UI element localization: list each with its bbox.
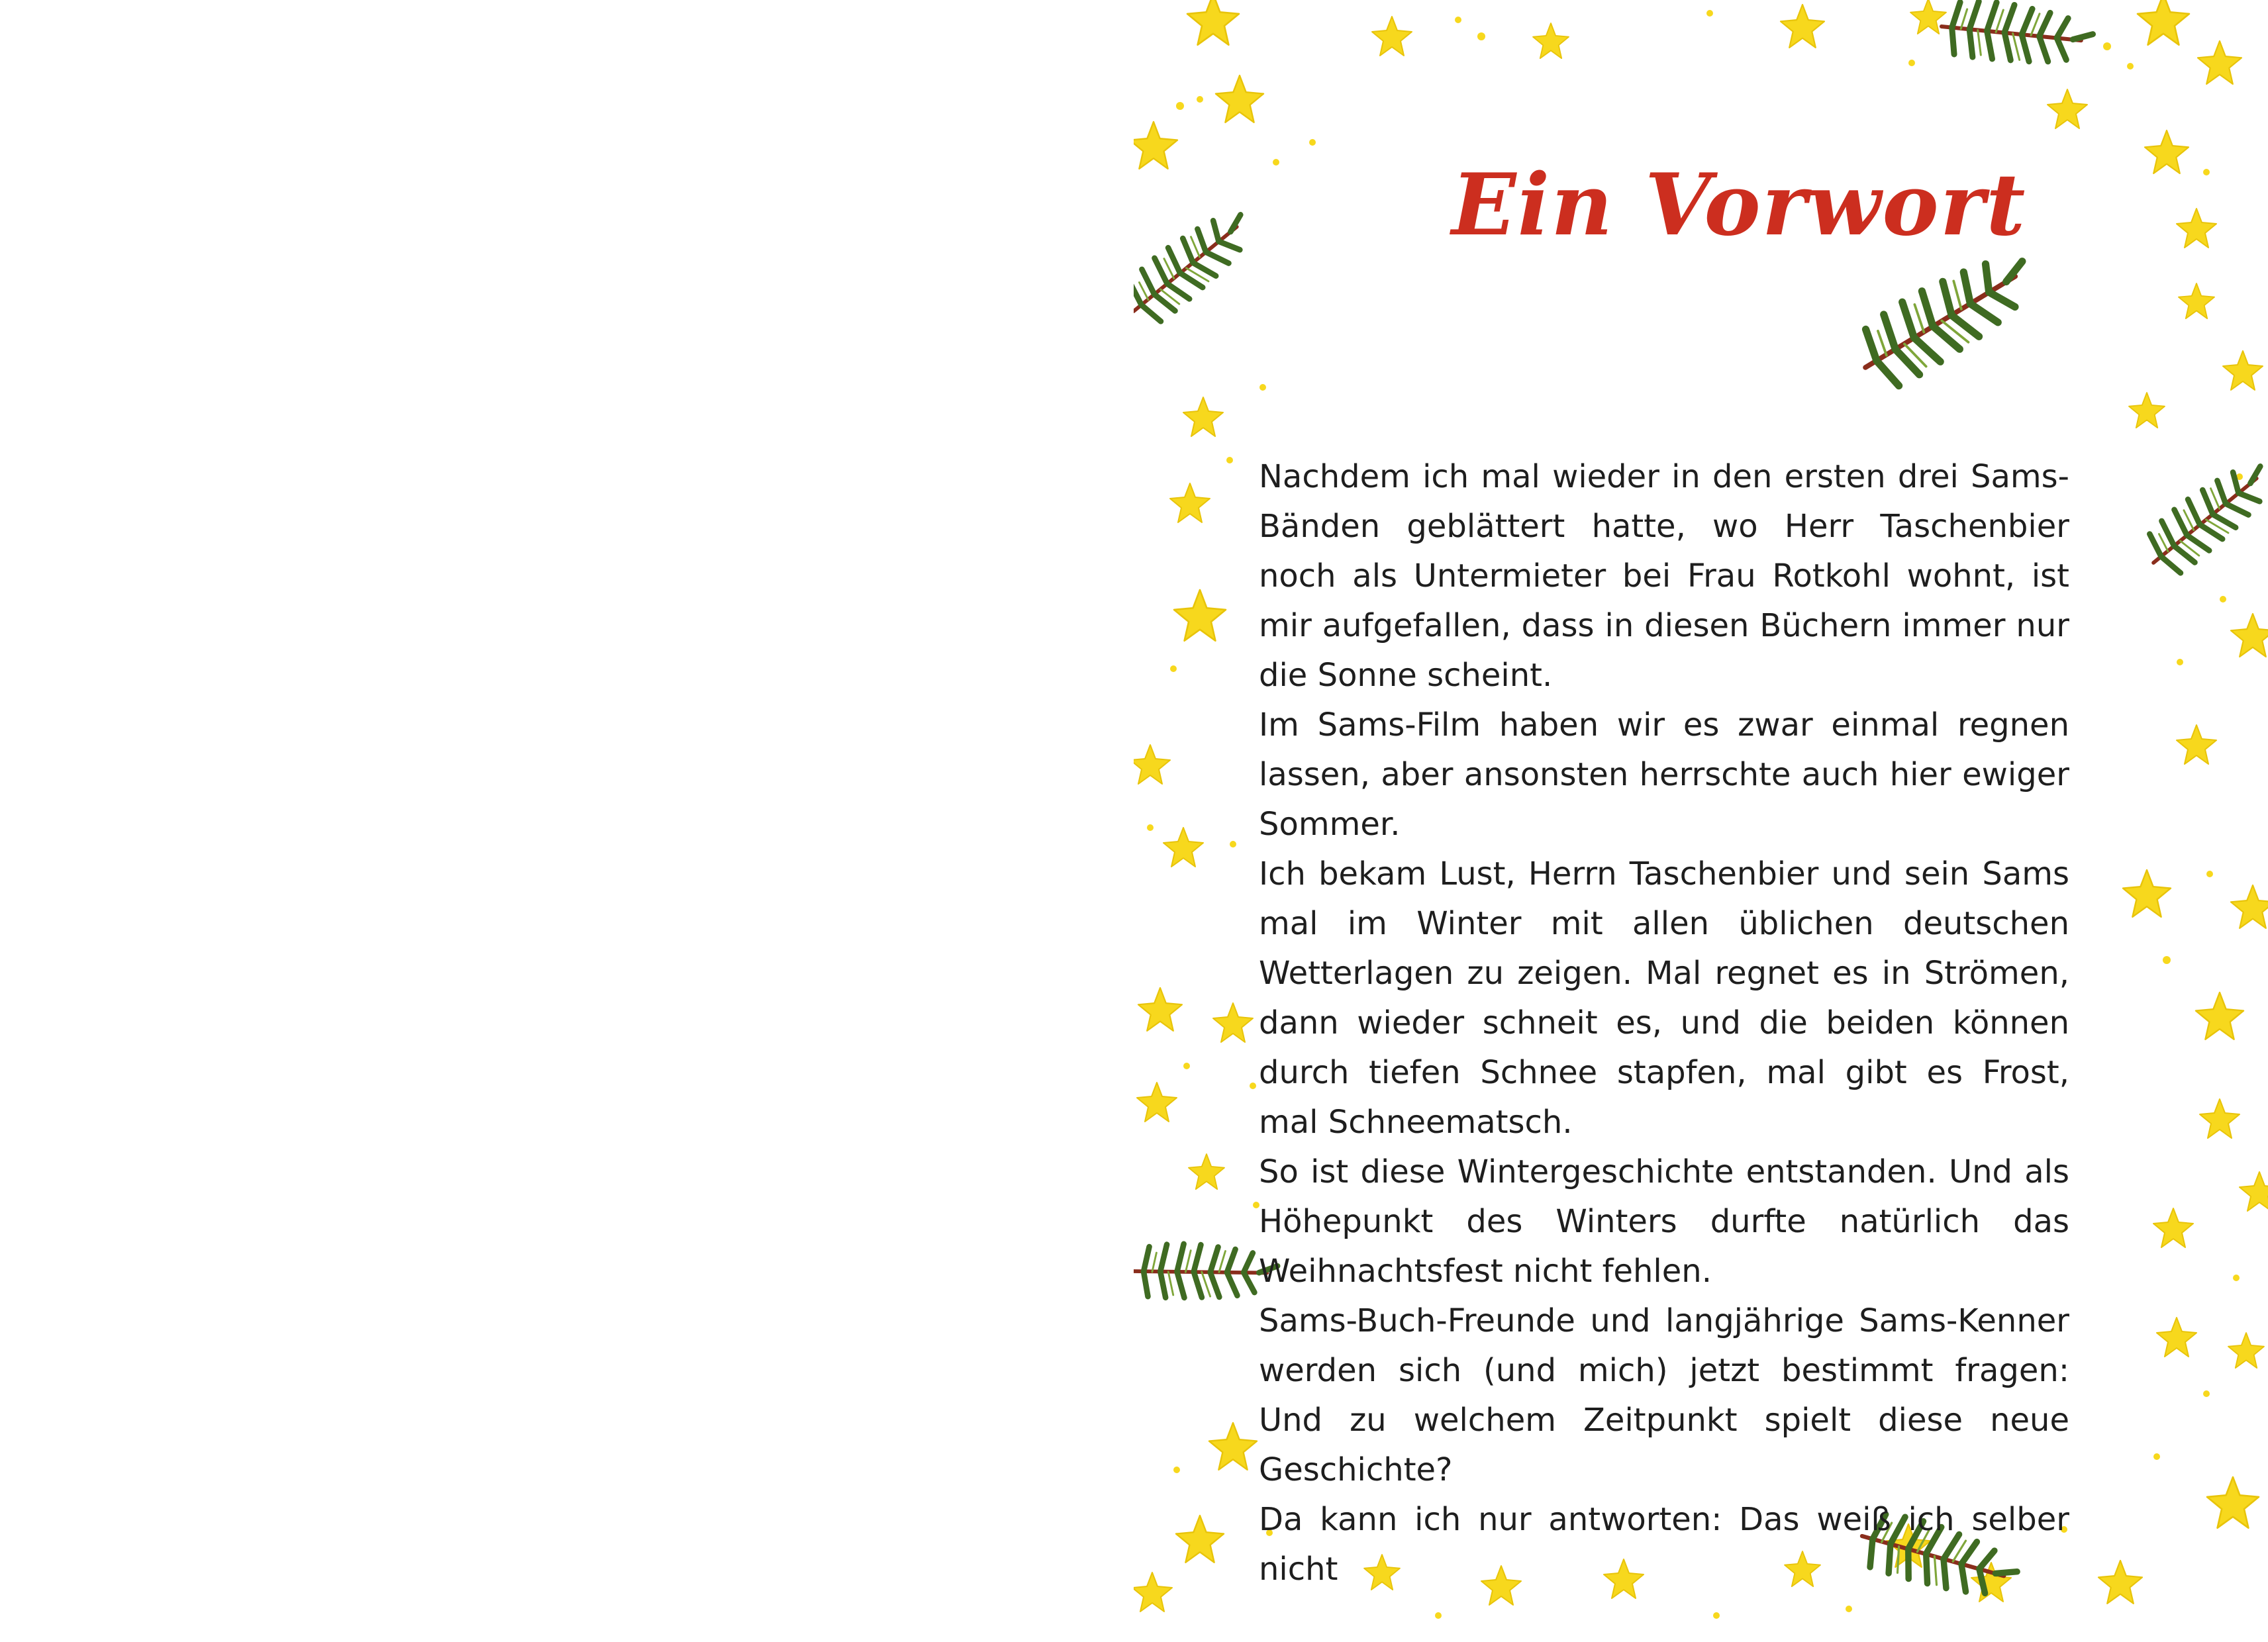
right-page — [1134, 0, 2268, 1642]
paragraph: Ich bekam Lust, Herrn Taschenbier und sein Sams mal im Winter mit allen üblichen deutschen Wetterlagen zu zeigen. Mal regnet es in Strömen, dann wieder schneit es, und die beiden können durch tiefen Schnee stapfen, mal gibt es Frost, mal Schneematsch. — [1259, 855, 2069, 1141]
paragraph: Nachdem ich mal wieder in den ersten drei Sams-Bänden geblättert hatte, wo Herr Taschenbier noch als Untermieter bei Frau Rotkohl wohnt, ist mir aufgefallen, dass in diesen Büchern immer nur die Sonne scheint. — [1259, 458, 2069, 694]
foreword-body — [1259, 452, 2069, 1594]
paragraph: Sams-Buch-Freunde und langjährige Sams-Kenner werden sich (und mich) jetzt bestimmt fragen: Und zu welchem Zeitpunkt spielt diese neue Geschichte? — [1259, 1302, 2069, 1488]
paragraph: Im Sams-Film haben wir es zwar einmal regnen lassen, aber ansonsten herrschte auch hier ewiger Sommer. — [1259, 706, 2069, 843]
page-title: Ein Vorwort — [1452, 156, 2027, 255]
paragraph: Da kann ich nur antworten: Das weiß ich selber nicht — [1259, 1501, 2069, 1588]
paragraph: So ist diese Wintergeschichte entstanden. Und als Höhepunkt des Winters durfte natürlich das Weihnachtsfest nicht fehlen. — [1259, 1153, 2069, 1290]
